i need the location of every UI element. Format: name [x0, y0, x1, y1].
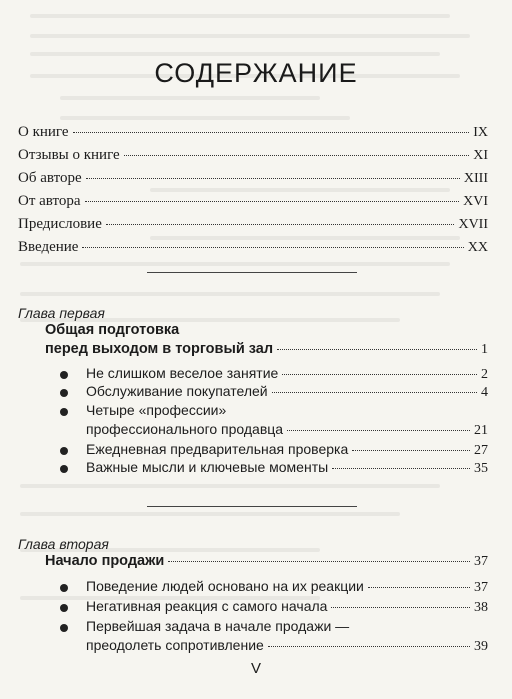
dot-leader: [332, 468, 470, 469]
dot-leader: [124, 155, 470, 156]
chapter-title-line: [45, 341, 488, 358]
section-page: 39: [474, 639, 488, 654]
section-label: преодолеть сопротивление: [86, 637, 264, 653]
section-label: Важные мысли и ключевые моменты: [86, 459, 329, 475]
toc-entry-label: Введение: [18, 239, 79, 255]
section-separator: [147, 272, 357, 273]
toc-entry-label: О книге: [18, 124, 69, 140]
dot-leader: [331, 607, 470, 608]
page-title: СОДЕРЖАНИЕ: [154, 58, 358, 88]
toc-entry-label: От автора: [18, 193, 81, 209]
bullet-icon: [60, 389, 68, 397]
section-page: 37: [474, 580, 488, 595]
dot-leader: [73, 132, 470, 133]
toc-entry-label: Об авторе: [18, 170, 82, 186]
chapter-page: 37: [474, 554, 488, 569]
toc-entry: [18, 193, 488, 210]
section-label: Ежедневная предварительная проверка: [86, 441, 349, 457]
section-page: 38: [474, 600, 488, 615]
bullet-icon: [60, 604, 68, 612]
section-entry: [86, 459, 488, 477]
chapter-label: Глава первая: [18, 305, 105, 321]
chapter-title-label: перед выходом в торговый зал: [45, 341, 274, 357]
toc-entry-page: IX: [473, 125, 488, 140]
toc-entry-page: XVII: [458, 217, 488, 232]
dot-leader: [85, 201, 460, 202]
section-page: 27: [474, 443, 488, 458]
toc-entry-label: Отзывы о книге: [18, 147, 120, 163]
section-entry: [86, 365, 488, 383]
section-label: Негативная реакция с самого начала: [86, 598, 328, 614]
dot-leader: [287, 430, 470, 431]
dot-leader: [86, 178, 460, 179]
bullet-icon: [60, 371, 68, 379]
section-page: 4: [481, 385, 488, 400]
section-label: Четыре «профессии»: [86, 402, 227, 418]
section-page: 2: [481, 367, 488, 382]
dot-leader: [368, 587, 470, 588]
bullet-icon: [60, 465, 68, 473]
toc-entry-page: XVI: [463, 194, 488, 209]
dot-leader: [352, 450, 470, 451]
toc-entry: [18, 170, 488, 187]
toc-entry: [18, 124, 488, 141]
toc-entry-page: XI: [473, 148, 488, 163]
dot-leader: [282, 374, 477, 375]
section-entry: [86, 441, 488, 459]
bullet-icon: [60, 447, 68, 455]
section-label: Обслуживание покупателей: [86, 383, 268, 399]
section-entry: [86, 383, 488, 401]
chapter-title-line: [45, 553, 488, 570]
section-label: профессионального продавца: [86, 421, 284, 437]
toc-entry: [18, 239, 488, 256]
toc-entry: [18, 147, 488, 164]
toc-entry: [18, 216, 488, 233]
toc-entry-page: XX: [467, 240, 488, 255]
toc-entry-label: Предисловие: [18, 216, 102, 232]
section-page: 35: [474, 461, 488, 476]
dot-leader: [168, 561, 470, 562]
dot-leader: [82, 247, 463, 248]
chapter-title-label: Начало продажи: [45, 553, 165, 569]
section-entry: [86, 598, 488, 616]
toc-entry-page: XIII: [463, 171, 488, 186]
section-entry: [86, 637, 488, 655]
chapter-title: Общая подготовка: [45, 322, 180, 338]
dot-leader: [277, 349, 477, 350]
dot-leader: [106, 224, 455, 225]
bullet-icon: [60, 408, 68, 416]
section-label: Первейшая задача в начале продажи —: [86, 618, 350, 634]
chapter-page: 1: [481, 342, 488, 357]
bullet-icon: [60, 584, 68, 592]
section-page: 21: [474, 423, 488, 438]
dot-leader: [268, 646, 470, 647]
bullet-icon: [60, 624, 68, 632]
section-entry: [86, 421, 488, 439]
dot-leader: [272, 392, 477, 393]
section-label: Не слишком веселое занятие: [86, 365, 279, 381]
section-entry: [86, 578, 488, 596]
section-separator: [147, 506, 357, 507]
chapter-label: Глава вторая: [18, 536, 109, 552]
section-label: Поведение людей основано на их реакции: [86, 578, 364, 594]
page-number: V: [250, 660, 261, 677]
